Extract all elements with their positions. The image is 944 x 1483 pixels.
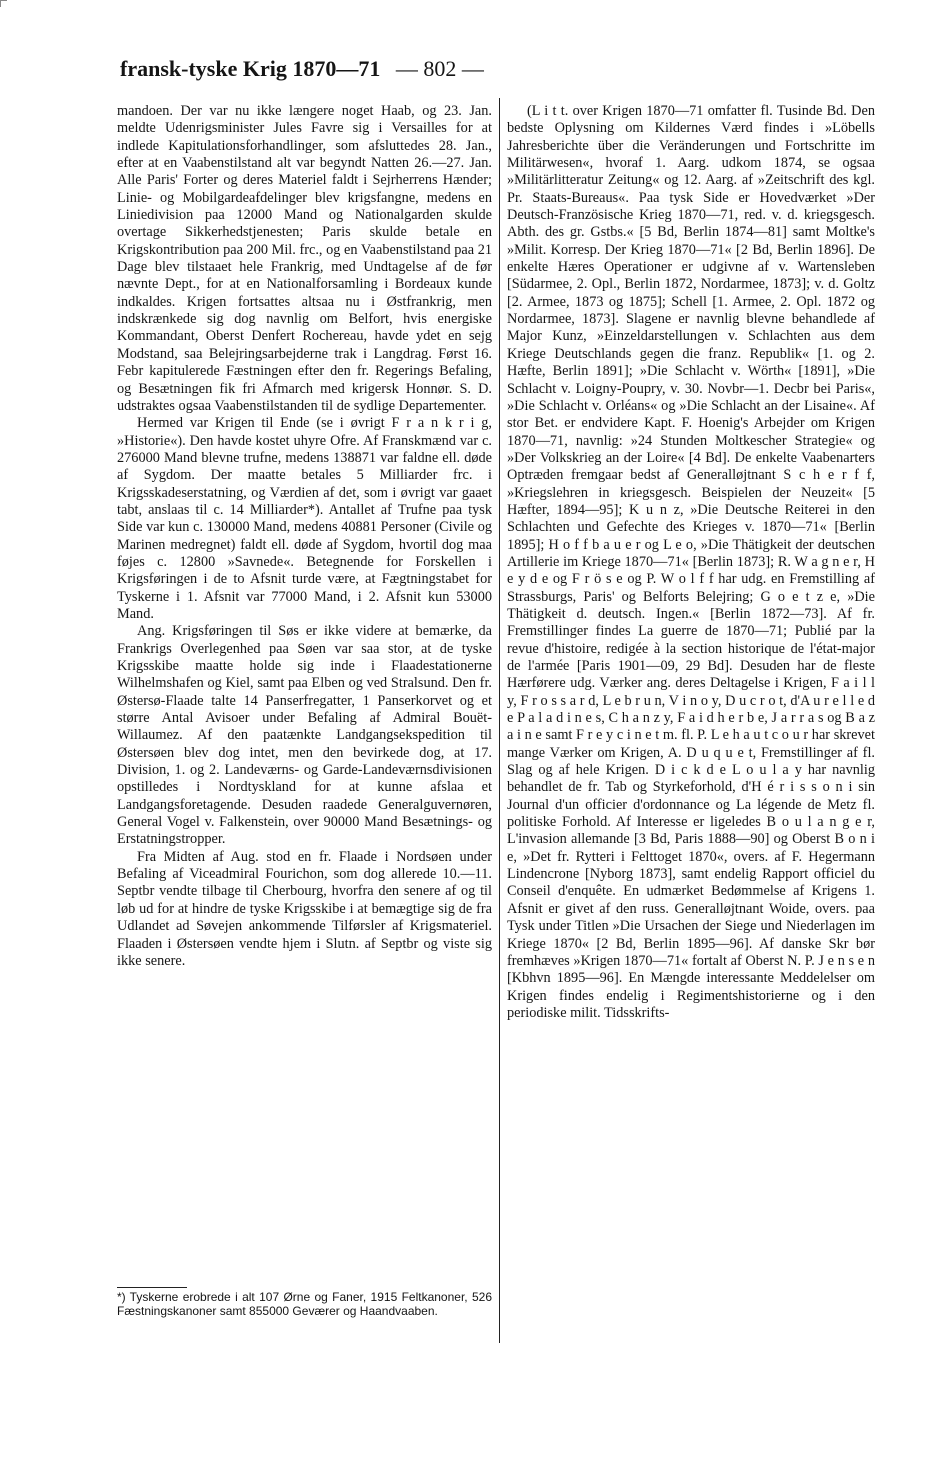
paragraph: mandoen. Der var nu ikke længere noget Haab, og 23. Jan. meldte Udenrigsminister Jules Favre sig i Versailles for at indlede Kapitulationsforhandlinger, som afsluttedes 28. Jan., efter at en Vaabenstilstand alt var begyndt Natten 26.—27. Jan. Alle Paris' Forter og deres Materiel faldt i Sejrherrens Hænder; Linie- og Mobilgardeafdelinger blev krigsfangne, medens en Liniedivision paa 12000 Mand og Nationalgarden skulde overtage Sikkerhedstjenesten; Paris skulde betale en Krigskontribution paa 200 Mil. frc., og en Vaabenstilstand paa 21 Dage blev tilstaaet hele Frankrig, med Undtagelse af de før nævnte Dept., for at en Nationalforsamling i Bordeaux kunde indkaldes. Krigen fortsattes altsaa nu i Østfrankrig, men indskrænkede sig dog navnlig om Belfort, hvis energiske Kommandant, Oberst Denfert Rochereau, havde ydet en sejg Modstand, saa Belejringsarbejderne trak i Langdrag. Først 16. Febr kapitulerede Fæstningen efter den fr. Regerings Befaling, og Besætningen fik fri Afmarch med krigersk Honnør. S. D. udstraktes ogsaa Vaabenstilstanden til de sydlige Departementer. bbox=[117, 103, 492, 414]
paragraph: Ang. Krigsføringen til Søs er ikke videre at bemærke, da Frankrigs Overlegenhed paa Søen var saa stor, at de tyske Krigsskibe maatte holde sig inde i Flaadestationerne Wilhelmshafen og Kiel, samt paa Elben og ved Stralsund. Den fr. Østersø-Flaade talte 14 Panserfregatter, 1 Panserkorvet og et større Antal Avisoer under Befaling af Admiral Bouët-Willaumez. Af den paatænkte Landgangsekspedition til Østersøen blev dog intet, men den bevirkede dog, at 17. Division, 1. og 2. Landeværns- og Garde-Landeværnsdivisionen opstilledes i Nordtyskland for at kunne afslaa et Landgangsforetagende. Desuden raadede Generalguvernøren, General Vogel v. Falkenstein, over 90000 Mand Besætnings- og Erstatningstropper. bbox=[117, 623, 492, 848]
scan-corner-mark bbox=[0, 0, 7, 7]
paragraph: (L i t t. over Krigen 1870—71 omfatter fl. Tusinde Bd. Den bedste Oplysning om Kildernes Værd findes i »Löbells Jahresberichte über die Veränderungen und Fortschritte im Militärwesen«, hvoraf 1. Aarg. udkom 1874, se ogsaa »Militärlitteratur Zeitung« og 12. Aarg. af »Zeitschrift des kgl. Pr. Staats-Bureaus«. Paa tysk Side er Hovedværket »Der Deutsch-Französische Krieg 1870—71, red. v. d. kriegsgesch. Abth. des gr. Gstbs.« [5 Bd, Berlin 1874—81] samt Moltke's »Milit. Korresp. Der Krieg 1870—71« [2 Bd, Berlin 1896]. De enkelte Hæres Operationer er udgivne af v. Wartensleben [Südarmee, 2. Opl., Berlin 1872, Nordarmee, 1873]; v. d. Goltz [2. Armee, 1873 og 1875]; Schell [1. Armee, 2. Opl. 1872 og Nordarmee, 1873]. Slagene er navnlig blevne behandlede af Major Kunz, »Einzeldarstellungen v. Schlachten aus dem Kriege Deutschlands gegen die franz. Republik« [1. og 2. Hæfte, Berlin 1891]; »Die Schlacht v. Wörth« [1891], »Die Schlacht v. Loigny-Poupry, v. 30. Novbr—1. Decbr bei Paris«, »Die Schlacht v. Orléans« og »Die Schlacht an der Lisaine«. Af stor Bet. er endvidere Kapt. F. Hoenig's Arbejder om Krigen 1870—71, navnlig: »24 Stunden Moltkescher Strategie« og »Der Volkskrieg an der Loire« [4 Bd]. De enkelte Vaabenarters Optræden fremgaar bedst af Generalløjtnant S c h e r f f, »Kriegslehren in kriegsgesch. Beispielen der Neuzeit« [5 Hæfter, 1894—95]; K u n z, »Die Deutsche Reiterei in den Schlachten und Gefechte des Krieges v. 1870—71« [Berlin 1895]; H o f f b a u e r og L e o, »Die Thätigkeit der deutschen Artillerie im Kriege 1870—71« [Berlin 1873]; R. W a g n e r, H e y d e og F r ö s e og P. W o l f f har udg. en Fremstilling af Strassburgs, Paris' og Belforts Belejring; G o e t z e, »Die Thätigkeit d. deutsch. Ingen.« [Berlin 1872—73]. Af fr. Fremstillinger findes La guerre de 1870—71; Publié par la revue d'histoire, redigée à la section historique de l'état-major de l'armée [Paris 1901—09, 29 Bd]. Desuden har de fleste Hærførere udg. Værker ang. deres Deltagelse i Krigen, F a i l l y, F r o s s a r d, L e b r u n, V i n o y, D u c r o t, d'A u r e l l e d e P a l a d i n e s, C h a n z y, F a i d h e r b e, J a r r a s og B a z a i n e samt F r e y c i n e t m. fl. P. L e h a u t c o u r har skrevet mange Værker om Krigen, A. D u q u e t, Fremstillinger af fl. Slag og af hele Krigen. D i c k d e L o u l a y har navnlig behandlet de fr. Tab og Styrkeforhold, d'H é r i s s o n i sin Journal d'un officier d'ordonnance og La légende de Metz fl. politiske Forhold. Af Interesse er ligeledes B o u l a n g e r, L'invasion allemande [3 Bd, Paris 1888—90] og Oberst B o n i e, »Det fr. Rytteri i Felttoget 1870«, overs. af F. Hegermann Lindencrone [Nyborg 1873], samt endelig Rapport officiel du Conseil d'enquête. En udmærket Bedømmelse af Krigens 1. Afsnit er givet af den russ. Generalløjtnant Woide, overs. paa Tysk under Titlen »Die Ursachen der Siege und Niederlagen im Kriege 1870« [2 Bd, Berlin 1895—96]. Af danske Skr bør fremhæves »Krigen 1870—71« fortalt af Oberst N. P. J e n s e n [Kbhvn 1895—96]. En Mængde interessante Meddelelser om Krigen findes endelig i Regimentshistorierne og i den periodiske milit. Tidsskrifts- bbox=[507, 103, 875, 1021]
footnote-mark: *) bbox=[117, 1290, 126, 1304]
running-title: fransk-tyske Krig 1870—71 bbox=[120, 56, 381, 81]
page-number: — 802 — bbox=[395, 56, 484, 81]
footnote-text: Tyskerne erobrede i alt 107 Ørne og Faner, 1915 Feltkanoner, 526 Fæstningskanoner samt 855000 Geværer og Haandvaaben. bbox=[117, 1290, 492, 1318]
right-column bbox=[507, 103, 875, 1022]
footnote bbox=[117, 1290, 492, 1318]
paragraph: Hermed var Krigen til Ende (se i øvrigt F r a n k r i g, »Historie«). Den havde kostet uhyre Ofre. Af Franskmænd var c. 276000 Mand blevne trufne, medens 138871 var faldne ell. døde af Sygdom. Der maatte betales 5 Milliarder frc. i Krigsskadeserstatning, og Værdien af det, som i øvrigt var gaaet tabt, anslaas til c. 14 Milliarder*). Antallet af Trufne paa tysk Side var kun c. 130000 Mand, medens 40881 Personer (Civile og Marinen medregnet) faldt ell. døde af Sygdom, hvortil dog maa føjes c. 12800 »Savnede«. Betegnende for Forskellen i Krigsføringen i de to Afsnit turde være, at Fægtningstabet for Tyskerne i 1. Afsnit var 77000 Mand, i 2. Afsnit kun 53000 Mand. bbox=[117, 415, 492, 622]
column-divider bbox=[499, 98, 500, 1343]
paragraph: Fra Midten af Aug. stod en fr. Flaade i Nordsøen under Befaling af Viceadmiral Fourichon, som dog allerede 10.—11. Septbr vendte tilbage til Cherbourg, hvorfra den senere af og til løb ud for at hindre de tyske Krigsskibe i at bemægtige sig de fra Udlandet ad Søvejen ankommende Tilførsler af Krigsmateriel. Flaaden i Østersøen vendte hjem i Slutn. af Septbr og viste sig ikke senere. bbox=[117, 848, 492, 969]
left-column bbox=[117, 103, 492, 970]
footnote-divider bbox=[117, 1287, 187, 1288]
page-header bbox=[120, 56, 540, 82]
